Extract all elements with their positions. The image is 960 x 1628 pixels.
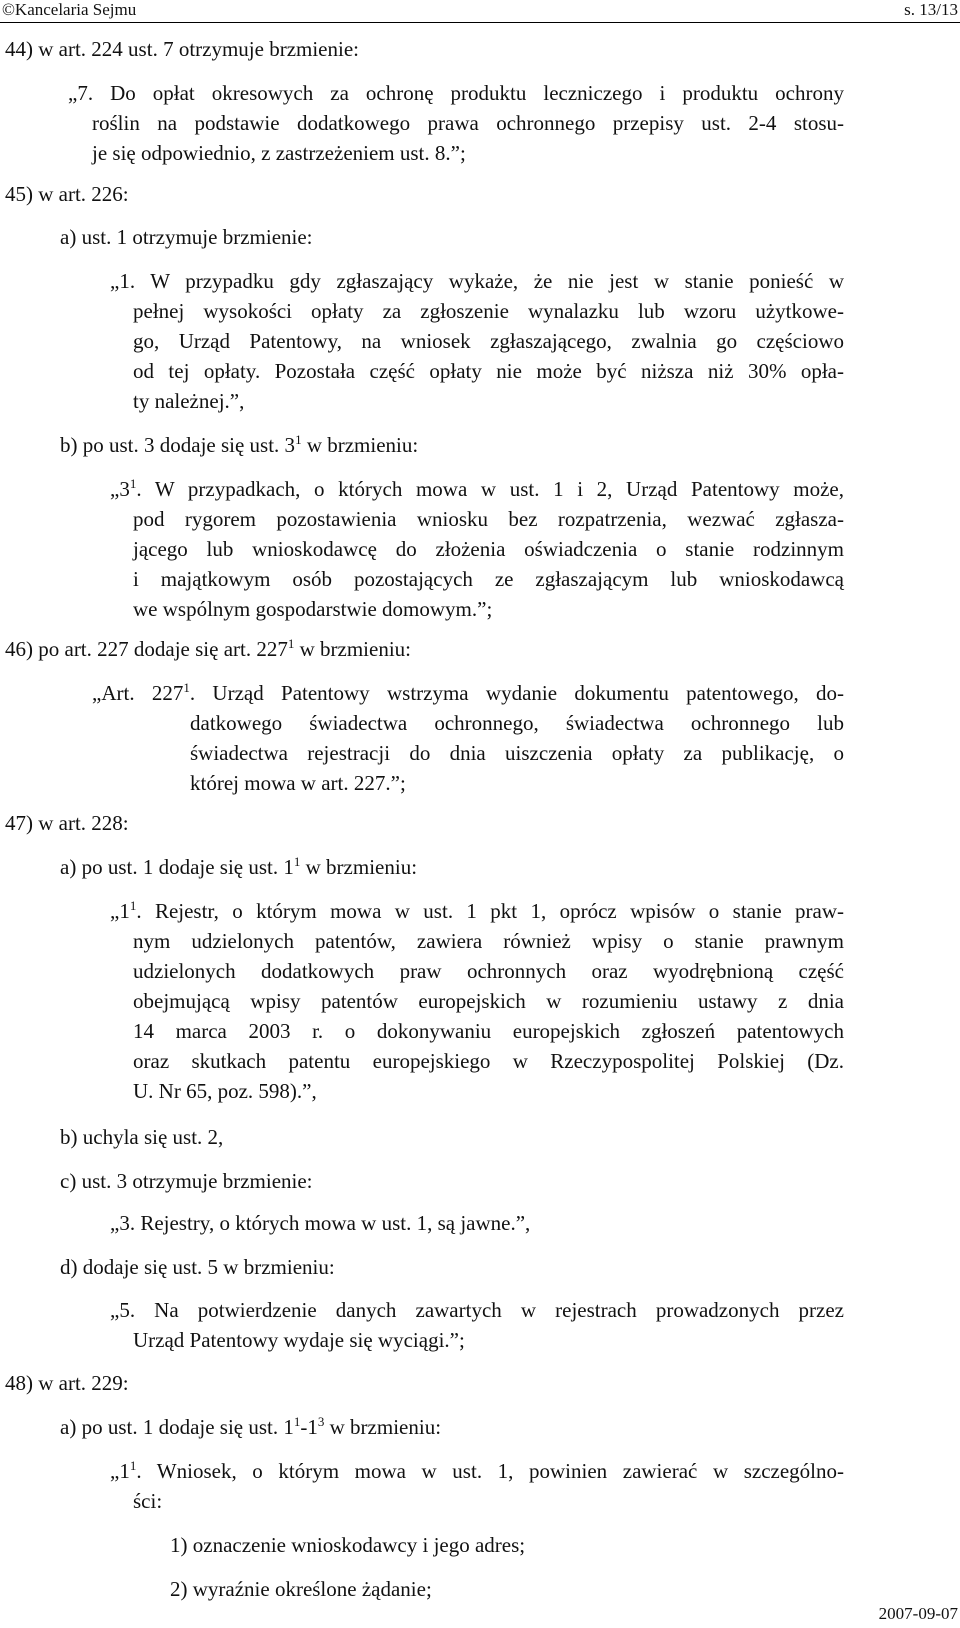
text-line: roślin na podstawie dodatkowego prawa ochronnego przepisy ust. 2-4 stosu- (92, 111, 844, 135)
text-line: udzielonych dodatkowych praw ochronnych oraz wyodrębnioną część (133, 959, 844, 983)
text-line: „1. W przypadku gdy zgłaszający wykaże, że nie jest w stanie ponieść w (110, 269, 844, 293)
text-line: a) po ust. 1 dodaje się ust. $1^1$ w brzmieniu: (60, 854, 418, 879)
text-line: pod rygorem pozostawienia wniosku bez rozpatrzenia, wezwać zgłasza- (133, 507, 844, 531)
text-line: $„1^1$. Wniosek, o którym mowa w ust. 1, powinien zawierać w szczególno- (110, 1458, 844, 1483)
text-line: datkowego świadectwa ochronnego, świadectwa ochronnego lub (190, 711, 844, 735)
text-line: „5. Na potwierdzenie danych zawartych w rejestrach prowadzonych przez (110, 1298, 844, 1322)
text-line: „Art. $227^1$. Urząd Patentowy wstrzyma wydanie dokumentu patentowego, do- (92, 680, 844, 705)
text-line: d) dodaje się ust. 5 w brzmieniu: (60, 1255, 335, 1279)
text-line: a) po ust. 1 dodaje się ust. $1^1-1^3$ w brzmieniu: (60, 1414, 442, 1439)
text-line: U. Nr 65, poz. 598).”, (133, 1079, 317, 1103)
text-line: nym udzielonych patentów, zawiera również wpisy o stanie prawnym (133, 929, 844, 953)
text-line: ści: (133, 1489, 163, 1513)
text-line: b) uchyla się ust. 2, (60, 1125, 224, 1149)
text-line: c) ust. 3 otrzymuje brzmienie: (60, 1169, 313, 1193)
page-number: s. 13/13 (904, 0, 958, 19)
text-line: i majątkowym osób pozostających ze zgłaszającym lub wnioskodawcą (133, 567, 844, 591)
text-line: je się odpowiednio, z zastrzeżeniem ust. 8.”; (92, 141, 466, 165)
text-line: $„1^1$. Rejestr, o którym mowa w ust. 1 pkt 1, oprócz wpisów o stanie praw- (110, 898, 844, 923)
text-line: 44) w art. 224 ust. 7 otrzymuje brzmienie: (5, 37, 359, 61)
footer-date: 2007-09-07 (878, 1604, 958, 1623)
text-line: Urząd Patentowy wydaje się wyciągi.”; (133, 1328, 465, 1352)
text-line: ty należnej.”, (133, 389, 245, 413)
page-header (0, 0, 960, 23)
text-line: a) ust. 1 otrzymuje brzmienie: (60, 225, 313, 249)
text-line: której mowa w art. 227.”; (190, 771, 406, 795)
text-line: 48) w art. 229: (5, 1371, 129, 1395)
text-line: od tej opłaty. Pozostała część opłaty nie może być niższa niż 30% opła- (133, 359, 844, 383)
text-line: 2) wyraźnie określone żądanie; (170, 1577, 432, 1601)
text-line: obejmującą wpisy patentów europejskich w rozumieniu ustawy z dnia (133, 989, 844, 1013)
text-line: 14 marca 2003 r. o dokonywaniu europejskich zgłoszeń patentowych (133, 1019, 844, 1043)
text-line: pełnej wysokości opłaty za zgłoszenie wynalazku lub wzoru użytkowe- (133, 299, 844, 323)
text-line: 1) oznaczenie wnioskodawcy i jego adres; (170, 1533, 526, 1557)
text-line: jącego lub wnioskodawcę do złożenia oświadczenia o stanie rodzinnym (133, 537, 844, 561)
text-line: „7. Do opłat okresowych za ochronę produktu leczniczego i produktu ochrony (68, 81, 844, 105)
text-line: „3. Rejestry, o których mowa w ust. 1, są jawne.”, (110, 1211, 531, 1235)
text-line: 46) po art. 227 dodaje się art. $227^1$ w brzmieniu: (5, 636, 411, 661)
text-line: świadectwa rejestracji do dnia uiszczenia opłaty za publikację, o (190, 741, 844, 765)
text-line: oraz skutkach patentu europejskiego w Rzeczypospolitej Polskiej (Dz. (133, 1049, 844, 1073)
text-line: $„3^1$. W przypadkach, o których mowa w ust. 1 i 2, Urząd Patentowy może, (110, 476, 844, 501)
text-line: b) po ust. 3 dodaje się ust. $3^1$ w brzmieniu: (60, 432, 419, 457)
text-line: 45) w art. 226: (5, 182, 129, 206)
text-line: 47) w art. 228: (5, 811, 129, 835)
text-line: go, Urząd Patentowy, na wniosek zgłaszającego, zwalnia go częściowo (133, 329, 844, 353)
text-line: we wspólnym gospodarstwie domowym.”; (133, 597, 493, 621)
publisher-label: ©Kancelaria Sejmu (2, 0, 137, 19)
